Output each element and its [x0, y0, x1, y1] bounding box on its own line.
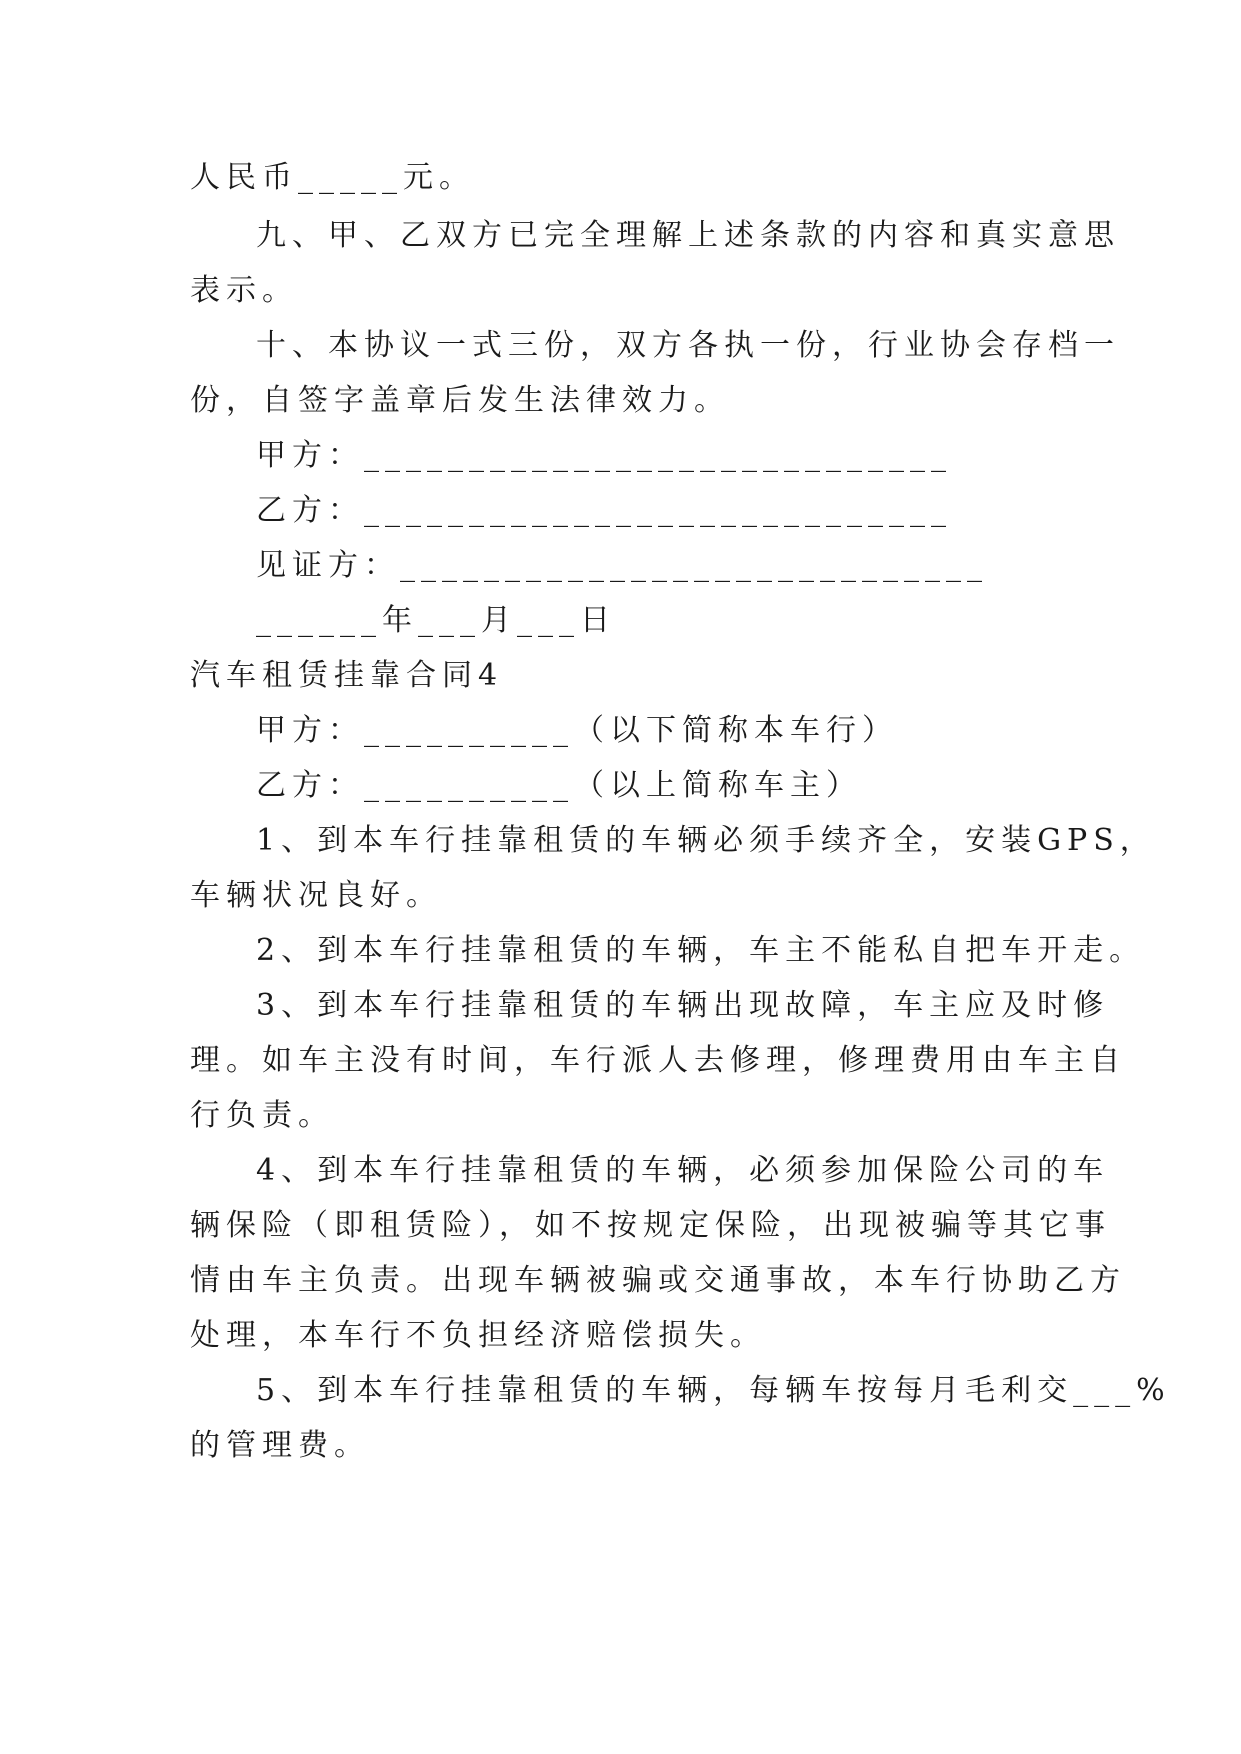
text-line: 表示。 — [190, 273, 298, 308]
section-heading: 汽车租赁挂靠合同4 — [190, 658, 504, 693]
text-line: 十、本协议一式三份，双方各执一份，行业协会存档一 — [256, 328, 1120, 363]
text-line: 甲方：__________（以下简称本车行） — [256, 713, 898, 748]
signature-line-witness: 见证方：____________________________ — [256, 548, 988, 583]
text-line: 份，自签字盖章后发生法律效力。 — [190, 383, 730, 418]
text-line: 1、到本车行挂靠租赁的车辆必须手续齐全，安装GPS， — [256, 823, 1156, 858]
date-line: ______年___月___日 — [256, 603, 616, 638]
text-line: 乙方：__________（以上简称车主） — [256, 768, 862, 803]
text-line: 情由车主负责。出现车辆被骗或交通事故，本车行协助乙方 — [190, 1263, 1126, 1298]
text-line: 辆保险（即租赁险），如不按规定保险，出现被骗等其它事 — [190, 1208, 1111, 1243]
text-line: 理。如车主没有时间，车行派人去修理，修理费用由车主自 — [190, 1043, 1126, 1078]
text-line: 5、到本车行挂靠租赁的车辆，每辆车按每月毛利交___% — [256, 1373, 1171, 1408]
text-line: 处理，本车行不负担经济赔偿损失。 — [190, 1318, 766, 1353]
text-line: 行负责。 — [190, 1098, 334, 1133]
signature-line-party-a: 甲方：____________________________ — [256, 438, 952, 473]
text-line: 2、到本车行挂靠租赁的车辆，车主不能私自把车开走。 — [256, 933, 1146, 968]
text-line: 九、甲、乙双方已完全理解上述条款的内容和真实意思 — [256, 218, 1120, 253]
text-line: 车辆状况良好。 — [190, 878, 442, 913]
text-line: 的管理费。 — [190, 1428, 370, 1463]
text-line: 人民币_____元。 — [190, 160, 475, 195]
text-line: 4、到本车行挂靠租赁的车辆，必须参加保险公司的车 — [256, 1153, 1110, 1188]
signature-line-party-b: 乙方：____________________________ — [256, 493, 952, 528]
text-line: 3、到本车行挂靠租赁的车辆出现故障，车主应及时修 — [256, 988, 1110, 1023]
